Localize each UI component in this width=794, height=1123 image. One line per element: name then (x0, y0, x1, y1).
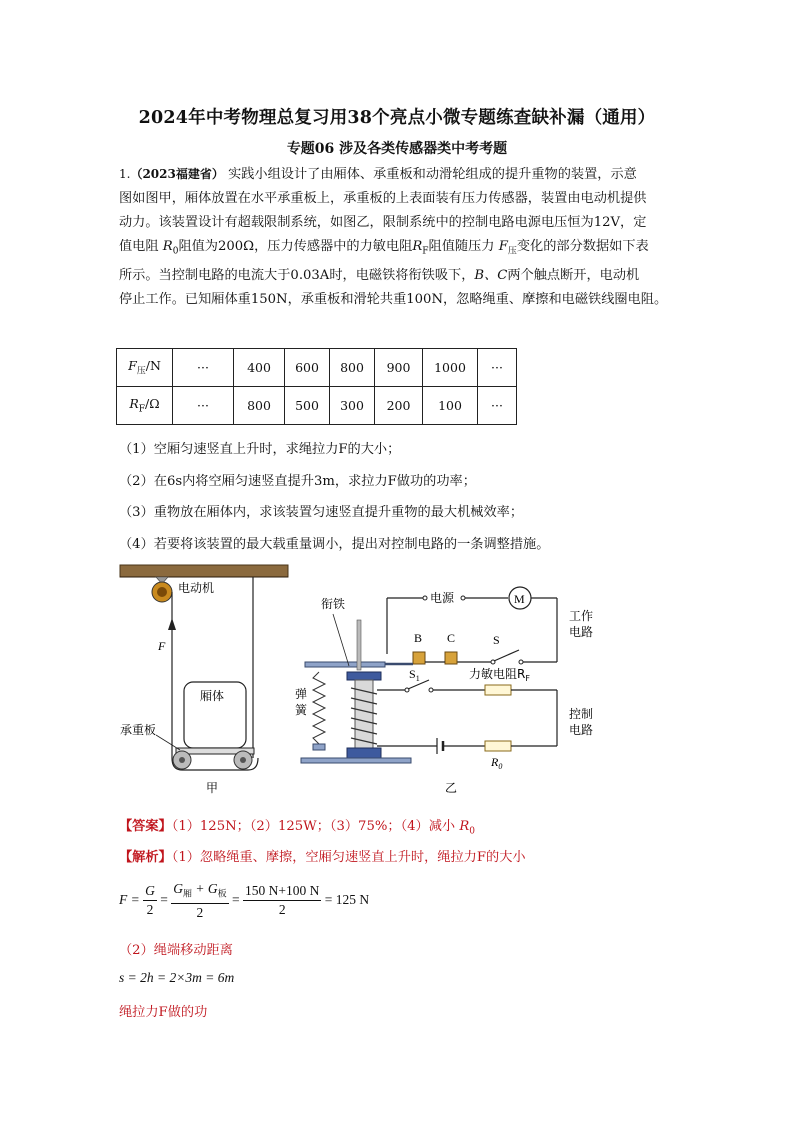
switch-s1-label: $S_1$ (409, 667, 420, 683)
answer-label: 【答案】 (119, 819, 172, 834)
table-cell: 200 (375, 387, 423, 425)
table-cell: 800 (234, 387, 285, 425)
table-cell: 900 (375, 349, 423, 387)
table-cell: 100 (423, 387, 478, 425)
table-row (117, 387, 517, 425)
problem-line-4: 值电阻 $R_0$阻值为200Ω，压力传感器中的力敏电阻$R_F$阻值随压力 $F_压$变化的部分数据如下表 (119, 239, 649, 257)
answer-line: 【答案】（1）125N；（2）125W；（3）75%；（4）减小 $R_0$ (119, 819, 475, 837)
contact-c-label: C (447, 631, 456, 645)
problem-line-5: 所示。当控制电路的电流大于0.03A时，电磁铁将衔铁吸下，B、C两个触点断开，电动机 (119, 267, 640, 283)
problem-source: （2023福建省） (130, 167, 224, 181)
r0-label: $R_0$ (491, 755, 503, 771)
section-subtitle: 专题06 涉及各类传感器类中考考题 (286, 141, 508, 157)
spring-label-2: 簧 (295, 703, 308, 717)
r0-resistor-icon (485, 741, 511, 751)
force-arrow-icon (168, 618, 176, 630)
analysis-line-3: 绳拉力F做的功 (119, 1005, 208, 1020)
motor-label: 电动机 (178, 581, 215, 595)
question-3: （3）重物放在厢体内，求该装置匀速竖直提升重物的最大机械效率； (119, 505, 524, 520)
analysis-line-2: （2）绳端移动距离 (119, 943, 233, 958)
equation-1: F = $\frac{G}{2}$ = $\frac{G_厢 + G_板}{2}$ = $\frac{150 N+100 N}{2}$ = 125 N (119, 881, 370, 920)
table-cell: 600 (285, 349, 330, 387)
work-circuit-label: 工作 (569, 609, 594, 623)
table-cell: ··· (478, 349, 517, 387)
power-label: 电源 (430, 591, 455, 605)
problem-line-6: 停止工作。已知厢体重150N，承重板和滑轮共重100N，忽略绳重、摩擦和电磁铁线圈电阻。 (119, 291, 668, 307)
box-label: 厢体 (200, 689, 225, 703)
table-row (117, 349, 517, 387)
control-circuit-label-2: 电路 (569, 723, 594, 737)
control-circuit-label: 控制 (569, 707, 594, 721)
switch-s-label: S (493, 633, 500, 647)
work-circuit-label-2: 电路 (569, 625, 594, 639)
analysis-line-1: 【解析】（1）忽略绳重、摩擦，空厢匀速竖直上升时，绳拉力F的大小 (119, 850, 526, 865)
problem-text (119, 162, 679, 312)
rf-label: 力敏电阻$R_F$ (469, 667, 530, 683)
problem-line-2: 图如图甲，厢体放置在水平承重板上，承重板的上表面装有压力传感器，装置由电动机提供 (119, 191, 647, 206)
table-row-label: $F_压/N$ (117, 349, 173, 387)
motor-symbol: M (514, 592, 525, 606)
table-cell: 300 (330, 387, 375, 425)
board-label: 承重板 (120, 723, 157, 737)
table-cell: 1000 (423, 349, 478, 387)
question-4: （4）若要将该装置的最大载重量调小，提出对控制电路的一条调整措施。 (119, 537, 550, 552)
force-resistance-table (116, 348, 517, 425)
analysis-label: 【解析】 (119, 850, 172, 865)
spring-label: 弹 (295, 687, 308, 701)
table-cell: 400 (234, 349, 285, 387)
contact-b-label: B (414, 631, 423, 645)
table-cell: 800 (330, 349, 375, 387)
problem-line-1: 1.（2023福建省） 实践小组设计了由厢体、承重板和动滑轮组成的提升重物的装置，示意 (119, 167, 637, 182)
force-label: F (158, 639, 166, 653)
rf-resistor-icon (485, 685, 511, 695)
problem-line-3: 动力。该装置设计有超载限制系统，如图乙，限制系统中的控制电路电源电压恒为12V，定 (119, 215, 647, 230)
switch-s-icon (494, 650, 519, 661)
armature-label: 衔铁 (321, 597, 346, 611)
equation-2: s = 2h = 2×3m = 6m (119, 970, 235, 985)
figure-yi (295, 580, 615, 800)
table-row-label: $R_F/\Omega$ (117, 387, 173, 425)
table-cell: ··· (173, 349, 234, 387)
document-title: 2024年中考物理总复习用38个亮点小微专题练查缺补漏（通用） (138, 108, 656, 128)
figure-jia-caption: 甲 (206, 781, 219, 795)
figure-jia (110, 560, 290, 800)
table-cell: ··· (173, 387, 234, 425)
table-cell: 500 (285, 387, 330, 425)
problem-number: 1. (119, 167, 131, 181)
figure-yi-caption: 乙 (445, 781, 458, 795)
table-cell: ··· (478, 387, 517, 425)
question-2: （2）在6s内将空厢匀速竖直提升3m，求拉力F做功的功率； (119, 474, 476, 489)
question-1: （1）空厢匀速竖直上升时，求绳拉力F的大小； (119, 442, 401, 457)
